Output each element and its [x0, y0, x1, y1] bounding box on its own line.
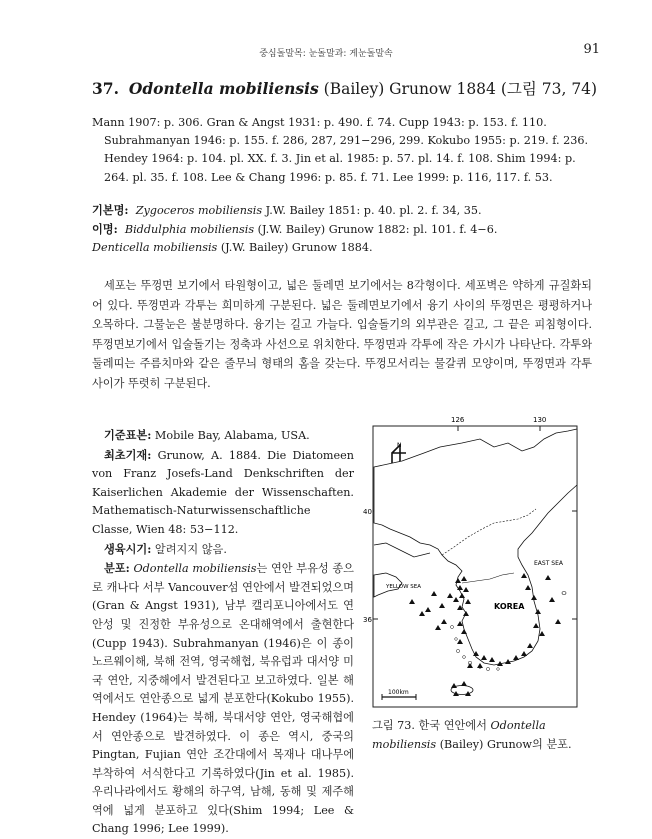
synonym-block	[92, 201, 602, 258]
distribution-text: 는 연안 부유성 종으로 캐나다 서부 Vancouver섬 연안에서 발견되었으며(Gran & Angst 1931), 남부 캘리포니아에서도 연안성 및 진정한 부유성으로 온대해역에서 출현한다(Cupp 1943). Subrahmanyan (1946)은 이 종이 노르웨이해, 북해 전역, 영국해협, 북유럽과 대서양 미국 연안, 지중해에서 발견된다고 보고하였다. 일본 해역에서도 연안종으로 넓게 분포한다(Kokubo 1955). Hendey (1964)는 북해, 북대서양 연안, 영국해협에서 연안종으로 발견하였다. 이 종은 역시, 중국의 Pingtan, Fujian 연안 조간대에서 목재나 대나무에 부착하여 서식한다고 기록하였다(Jin et al. 1985). 우리나라에서도 황해의 하구역, 남해, 동해 및 제주해역에 넓게 분포하고 있다(Shim 1994; Lee & Chang 1996; Lee 1999).	[92, 562, 354, 836]
synonym-line-2	[92, 239, 602, 257]
north-label: N	[397, 442, 402, 449]
synonym-line-1	[92, 220, 602, 239]
details-column	[92, 426, 354, 839]
basionym-label: 기본명:	[92, 203, 129, 217]
running-header: 중심돌말목: 눈돌말과: 게눈돌말속	[259, 49, 393, 59]
reference-paragraph: Mann 1907: p. 306. Gran & Angst 1931: p. 490. f. 74. Cupp 1943: p. 153. f. 110. Subrahmanyan 1946: p. 155. f. 286, 287, 291−296, 299. Kokubo 1955: p. 219. f. 236. Hendey 1964: p. 104. pl. XX. f. 3. Jin et al. 1985: p. 57. pl. 14. f. 108. Shim 1994: p. 264. pl. 35. f. 108. Lee & Chang 1996: p. 85. f. 71. Lee 1999: p. 116, 117. f. 53.	[92, 116, 589, 184]
first-record-value: Grunow, A. 1884. Die Diatomeen von Franz Josefs-Land Denkschriften der Kaiserlichen Akademie der Wissenschaften. Mathematisch-Naturwissenschaftliche Classe, Wien 48: 53−112.	[92, 448, 354, 536]
synonym-label: 이명:	[92, 222, 118, 237]
season-label: 생육시기:	[104, 541, 152, 556]
korea-label: KOREA	[494, 602, 525, 611]
scale-label: 100km	[388, 689, 409, 696]
ulleung-island	[562, 592, 566, 595]
first-record-label: 최초기재:	[104, 447, 152, 462]
synonym-1-name: Biddulphia mobiliensis	[124, 223, 255, 237]
synonym-2-ref: (J.W. Bailey) Grunow 1884.	[217, 241, 373, 255]
basionym-line	[92, 201, 602, 220]
description-block	[92, 276, 592, 394]
type-specimen-value: Mobile Bay, Alabama, USA.	[151, 429, 310, 442]
description-paragraph: 세포는 뚜껑면 보기에서 타원형이고, 넓은 둘레면 보기에서는 8각형이다. 세포벽은 약하게 규질화되어 있다. 뚜껑면과 각투는 희미하게 구분된다. 넓은 둘레면보기에서 융기 사이의 뚜껑면은 평평하거나 오목하다. 그물눈은 불분명하다. 융기는 길고 가늘다. 입술돌기의 외부관은 길고, 그 끝은 피침형이다. 뚜껑면보기에서 입술돌기는 정축과 사선으로 위치한다. 뚜껑면과 각투에 작은 가시가 나타난다. 각투와 둘레띠는 주름치마와 같은 줄무늬 형태의 홈을 갖는다. 뚜껑모서리는 물갈퀴 모양이며, 뚜껑면과 각투사이가 뚜렷히 구분된다.	[92, 279, 592, 390]
distribution-label: 분포:	[104, 561, 130, 576]
type-specimen-label: 기준표본:	[104, 428, 152, 442]
season-line	[92, 540, 354, 560]
caption-suffix: (Bailey) Grunow의 분포.	[436, 738, 572, 751]
lon-label-126: 126	[451, 416, 465, 424]
entry-number: 37.	[92, 79, 119, 98]
distribution-species-name: Odontella mobiliensis	[133, 562, 257, 576]
first-record-line	[92, 446, 354, 540]
season-value: 알려지지 않음.	[151, 542, 227, 556]
lat-label-36: 36	[363, 616, 372, 624]
basionym-ref: J.W. Bailey 1851: p. 40. pl. 2. f. 34, 35.	[262, 204, 482, 217]
distribution-map	[363, 416, 578, 708]
lat-label-40: 40	[363, 508, 372, 516]
synonym-1-ref: (J.W. Bailey) Grunow 1882: pl. 101. f. 4−6.	[254, 223, 498, 237]
species-authority: (Bailey) Grunow 1884 (그림 73, 74)	[323, 80, 598, 98]
type-specimen-line	[92, 426, 354, 446]
caption-species-name: Odontella mobiliensis	[372, 719, 546, 751]
species-title	[92, 77, 597, 99]
east-sea-label: EAST SEA	[534, 560, 563, 567]
lon-label-130: 130	[533, 416, 547, 424]
species-name: Odontella mobiliensis	[128, 79, 319, 98]
page-number: 91	[583, 42, 600, 57]
reference-list	[92, 114, 592, 187]
distribution-line	[92, 559, 354, 839]
synonym-2-name: Denticella mobiliensis	[92, 241, 218, 255]
figure-caption	[372, 716, 587, 754]
caption-prefix: 그림 73. 한국 연안에서	[372, 719, 491, 732]
yellow-sea-label: YELLOW SEA	[386, 584, 422, 590]
basionym-name: Zygoceros mobiliensis	[135, 204, 263, 217]
